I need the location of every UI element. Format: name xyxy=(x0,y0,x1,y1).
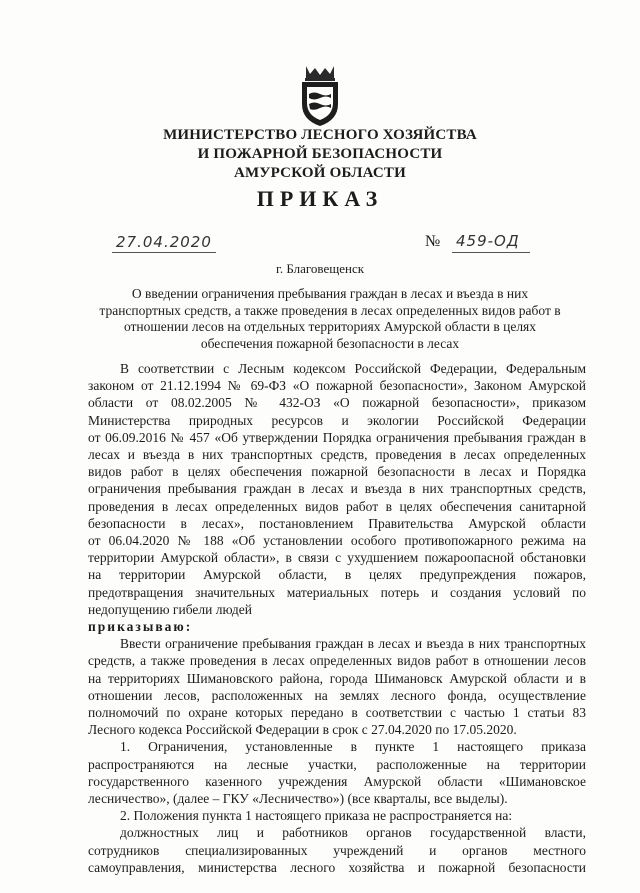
body-line: лесничество», (далее – ГКУ «Лесничество») (все кварталы, все выделы). xyxy=(88,791,508,807)
body-line: должностных лиц и работников органов государственной власти, xyxy=(120,825,586,841)
subject-line: транспортных средств, а также проведения в лесах определенных видов работ в xyxy=(99,302,561,318)
order-body-text xyxy=(88,360,586,876)
handwritten-date: 27.04.2020 xyxy=(116,233,212,251)
body-line: приказываю: xyxy=(88,619,193,635)
date-underline xyxy=(112,252,216,253)
document-type-title: ПРИКАЗ xyxy=(256,186,384,211)
body-line: самоуправления, министерства лесного хозяйства и пожарной безопасности xyxy=(88,859,586,875)
body-line: Лесного кодекса Российской Федерации в срок с 27.04.2020 по 17.05.2020. xyxy=(88,722,517,738)
body-line: недопущению гибели людей xyxy=(88,601,252,617)
subject-line: О введении ограничения пребывания граждан в лесах и въезда в них xyxy=(131,286,529,301)
body-line: государственного казенного учреждения Амурской области «Шимановское xyxy=(88,773,586,789)
body-line: В соответствии с Лесным кодексом Российской Федерации, Федеральным xyxy=(120,361,586,376)
body-line: от 06.09.2016 № 457 «Об утверждении Порядка ограничения пребывания граждан в xyxy=(88,429,586,445)
body-line: ограничения пребывания граждан в лесах и въезда в них транспортных средств, xyxy=(88,481,586,497)
handwritten-order-number: 459-ОД xyxy=(456,232,520,250)
body-line: отношении лесов, расположенных на землях лесного фонда, осуществление xyxy=(88,687,586,703)
ministry-name-line: АМУРСКОЙ ОБЛАСТИ xyxy=(234,165,406,181)
body-line: сотрудников специализированных учреждений и органов местного xyxy=(88,842,586,858)
subject-line: обеспечения пожарной безопасности в лесах xyxy=(200,335,460,351)
body-line: средств, а также проведения в лесах определенных видов работ в отношении лесов xyxy=(88,653,586,669)
body-line: предотвращения значительных материальных потерь и создания условий по xyxy=(88,584,586,600)
body-line: видов работ в целях обеспечения пожарной безопасности в лесах и Порядка xyxy=(88,464,586,480)
body-line: законом от 21.12.1994 № 69-ФЗ «О пожарной безопасности», Законом Амурской xyxy=(88,378,586,394)
order-subject xyxy=(80,286,580,352)
body-line: проведения в лесах определенных видов работ в целях обеспечения санитарной xyxy=(88,498,586,514)
body-line: на территории Амурской области, в целях предупреждения пожаров, xyxy=(88,567,586,583)
body-line: распространяются на лесные участки, расположенные на территории xyxy=(88,756,586,772)
number-label: № xyxy=(425,233,441,250)
body-line: 2. Положения пункта 1 настоящего приказа не распространяется на: xyxy=(120,808,513,824)
body-line: Ввести ограничение пребывания граждан в лесах и въезда в них транспортных xyxy=(120,636,586,652)
amur-region-coat-of-arms-emblem xyxy=(296,64,344,128)
body-line: на территориях Шимановского района, города Шимановск Амурской области и в xyxy=(88,670,586,686)
city-line: г. Благовещенск xyxy=(275,261,365,276)
ministry-name-line: МИНИСТЕРСТВО ЛЕСНОГО ХОЗЯЙСТВА xyxy=(163,127,477,143)
ministry-name xyxy=(120,126,520,183)
body-line: полномочий по охране которых передано в соответствии с частью 1 статьи 83 xyxy=(88,705,586,721)
ministry-name-line: И ПОЖАРНОЙ БЕЗОПАСНОСТИ xyxy=(197,146,443,162)
body-line: Министерства природных ресурсов и экологии Российской Федерации xyxy=(88,412,586,428)
subject-line: отношении лесов на отдельных территориях Амурской области в целях xyxy=(123,319,537,334)
body-line: лесах и въезда в них транспортных средств, проведения в лесах определенных xyxy=(88,447,586,463)
body-line: 1. Ограничения, установленные в пункте 1 настоящего приказа xyxy=(120,739,586,755)
number-underline xyxy=(452,252,530,253)
body-line: от 06.04.2020 № 188 «Об установлении особого противопожарного режима на xyxy=(88,533,586,549)
body-line: территории Амурской области», в связи с ухудшением пожароопасной обстановки xyxy=(88,550,586,566)
body-line: безопасности в лесах», постановлением Правительства Амурской области xyxy=(88,515,586,531)
body-line: области от 08.02.2005 № 432-ОЗ «О пожарной безопасности», приказом xyxy=(88,395,586,411)
